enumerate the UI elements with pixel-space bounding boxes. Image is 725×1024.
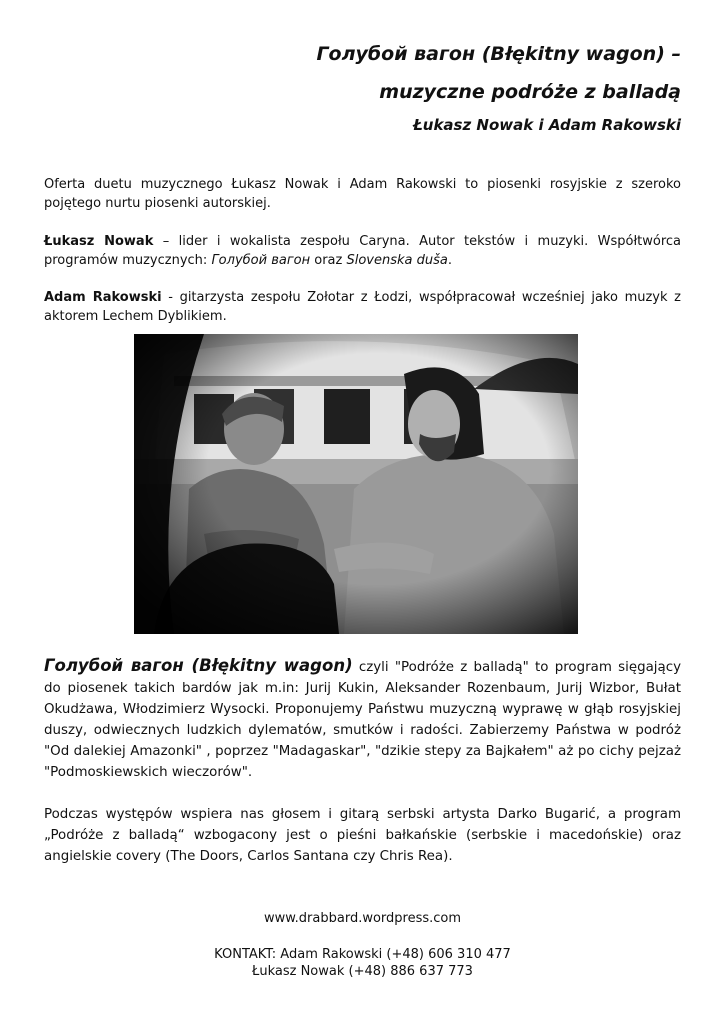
authors-line: Łukasz Nowak i Adam Rakowski — [412, 116, 681, 134]
rakowski-paragraph — [44, 288, 681, 326]
intro-paragraph: Oferta duetu muzycznego Łukasz Nowak i Adam Rakowski to piosenki rosyjskie z szeroko pojętego nurtu piosenki autorskiej. — [44, 177, 681, 211]
support-paragraph: Podczas występów wspiera nas głosem i gitarą serbski artysta Darko Bugarić, a program „Podróże z balladą“ wzbogacony jest o pieśni bałkańskie (serbskie i macedońskie) oraz angielskie covery (The Doors, Carlos Santana czy Chris Rea). — [44, 807, 681, 864]
contact-block — [0, 946, 725, 980]
duo-photo-illustration — [134, 334, 578, 634]
title-line-2: muzyczne podróże z balladą — [379, 81, 681, 103]
rakowski-name: Adam Rakowski — [44, 290, 162, 305]
program-name-2: Slovenska duša — [346, 253, 448, 268]
program-lead: Голубой вагон (Błękitny wagon) — [44, 656, 353, 675]
contact-line-1: KONTAKT: Adam Rakowski (+48) 606 310 477 — [214, 947, 511, 962]
duo-photo — [134, 334, 578, 634]
program-description: czyli "Podróże z balladą" to program sięgający do piosenek takich bardów jak m.in: Jurij Kukin, Aleksander Rozenbaum, Jurij Wizbor, Bułat Okudżawa, Włodzimierz Wysocki. Proponujemy Państwu muzyczną wyprawę w głąb rosyjskiej duszy, odwiecznych ludzkich dylematów, smutków i radości. Zabierzemy Państwa w podróż "Od dalekiej Amazonki" , poprzez "Madagaskar", "dzikie stepy za Bajkałem" aż po cichy pejzaż "Podmoskiewskich wieczorów". — [44, 660, 681, 780]
conjunction: oraz — [310, 253, 347, 268]
title-line-1: Голубой вагон (Błękitny wagon) – — [316, 43, 681, 65]
period: . — [447, 253, 452, 268]
contact-line-2: Łukasz Nowak (+48) 886 637 773 — [252, 964, 473, 979]
program-name-1: Голубой вагон — [211, 253, 311, 268]
nowak-description: – lider i wokalista zespołu Caryna. Autor tekstów i muzyki. Współtwórca programów muzycznych: — [44, 234, 681, 268]
website-link[interactable]: www.drabbard.wordpress.com — [263, 911, 462, 926]
program-paragraph — [44, 655, 681, 783]
nowak-name: Łukasz Nowak — [44, 234, 154, 249]
nowak-paragraph — [44, 232, 681, 270]
document-header — [316, 40, 681, 134]
rakowski-description: - gitarzysta zespołu Zołotar z Łodzi, współpracował wcześniej jako muzyk z aktorem Lechem Dyblikiem. — [44, 290, 681, 324]
